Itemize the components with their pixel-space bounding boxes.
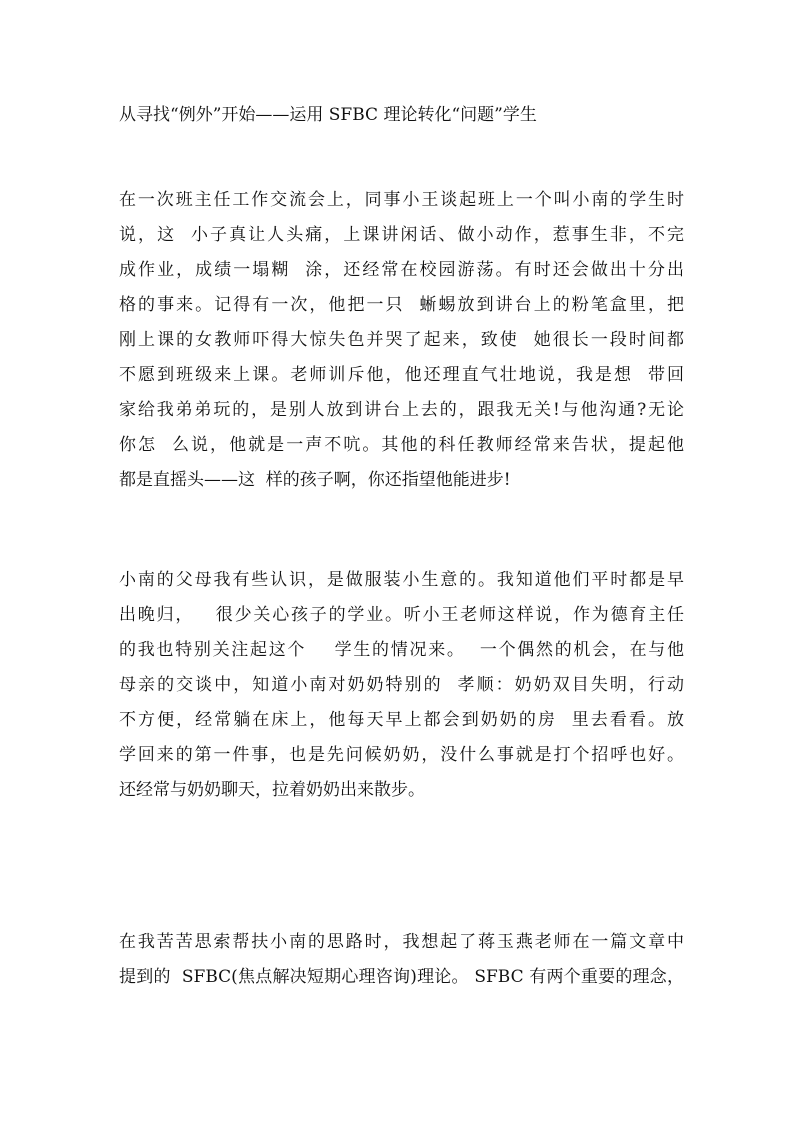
document-title: 从寻找“例外”开始——运用 SFBC 理论转化“问题”学生 — [119, 105, 537, 125]
paragraph-3 — [119, 925, 684, 995]
text-line: 还经常与奶奶聊天，拉着奶奶出来散步。 — [119, 780, 425, 800]
text-line: 出晚归， 很少关心孩子的学业。听小王老师这样说，作为德育主任 — [119, 605, 684, 625]
text-line: 说，这 小子真让人头痛，上课讲闲话、做小动作，惹事生非，不完 — [119, 225, 684, 245]
text-line: 母亲的交谈中，知道小南对奶奶特别的 孝顺：奶奶双目失明，行动 — [119, 675, 684, 695]
text-line: 成作业，成绩一塌糊 涂，还经常在校园游荡。有时还会做出十分出 — [119, 260, 684, 280]
paragraph-1 — [119, 183, 684, 498]
text-line: 学回来的第一件事，也是先问候奶奶，没什么事就是打个招呼也好。 — [119, 745, 684, 765]
text-line: 的我也特别关注起这个 学生的情况来。 一个偶然的机会，在与他 — [119, 640, 684, 660]
text-line: 在一次班主任工作交流会上，同事小王谈起班上一个叫小南的学生时 — [119, 190, 684, 210]
text-line: 小南的父母我有些认识，是做服装小生意的。我知道他们平时都是早 — [119, 570, 684, 590]
text-line: 都是直摇头——这 样的孩子啊，你还指望他能进步! — [119, 470, 511, 490]
text-line: 提到的 SFBC(焦点解决短期心理咨询)理论。 SFBC 有两个重要的理念， — [119, 967, 684, 987]
paragraph-2 — [119, 563, 684, 808]
text-line: 你怎 么说，他就是一声不吭。其他的科任教师经常来告状，提起他 — [119, 435, 684, 455]
text-line: 不方便，经常躺在床上，他每天早上都会到奶奶的房 里去看看。放 — [119, 710, 684, 730]
text-line: 格的事来。记得有一次，他把一只 蜥蜴放到讲台上的粉笔盒里，把 — [119, 295, 684, 315]
text-line: 不愿到班级来上课。老师训斥他，他还理直气壮地说，我是想 带回 — [119, 365, 684, 385]
text-line: 家给我弟弟玩的，是别人放到讲台上去的，跟我无关!与他沟通?无论 — [119, 400, 684, 420]
text-line: 刚上课的女教师吓得大惊失色并哭了起来，致使 她很长一段时间都 — [119, 330, 684, 350]
text-line: 在我苦苦思索帮扶小南的思路时，我想起了蒋玉燕老师在一篇文章中 — [119, 932, 684, 952]
